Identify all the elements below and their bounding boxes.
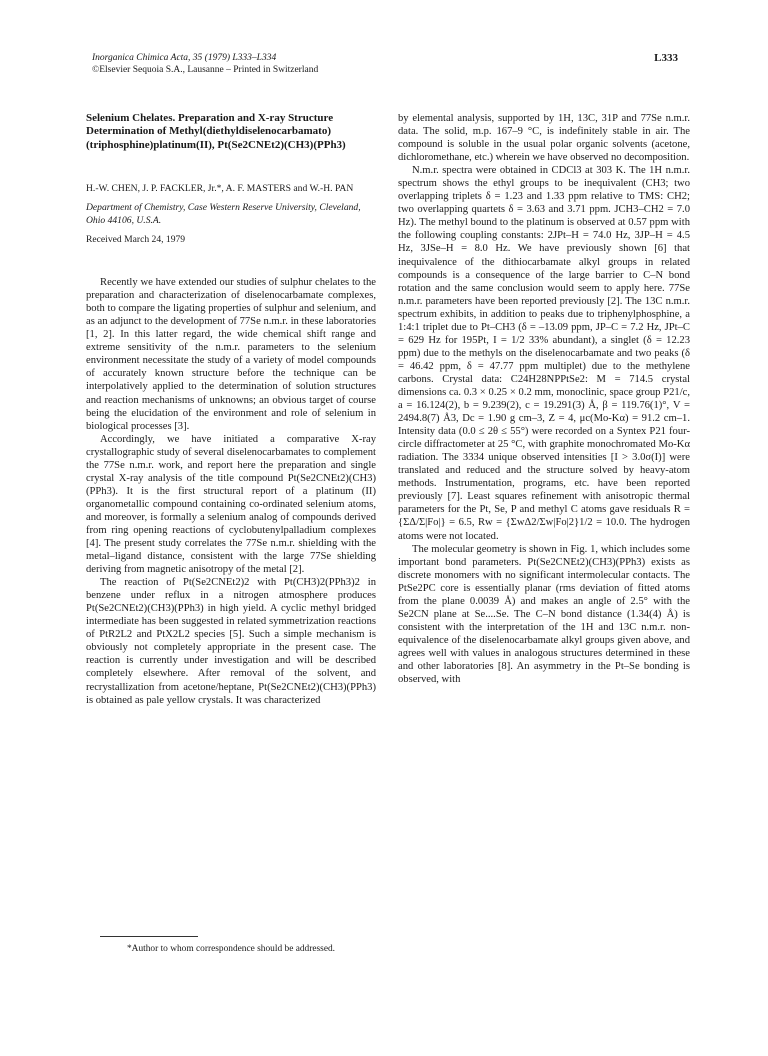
paragraph: The reaction of Pt(Se2CNEt2)2 with Pt(CH3)2(PPh3)2 in benzene under reflux in a nitrogen atmosphere produces Pt(Se2CNEt2)(CH3)(PPh3) in high yield. A cyclic methyl bridged intermediate has been suggested in related symmetrization reactions of PtR2L2 and PtX2L2 species [5]. Such a simple mechanism is obviously not completely appropriate in the present case. The reaction is currently under investigation and will be described completely elsewhere. After removal of the solvent, and recrystallization from acetone/heptane, Pt(Se2CNEt2)(CH3)(PPh3) is obtained as pale yellow crystals. It was characterized [86,577,376,706]
left-column [86,112,376,707]
paragraph: N.m.r. spectra were obtained in CDCl3 at 303 K. The 1H n.m.r. spectrum shows the ethyl groups to be inequivalent (CH3; two overlapping triplets δ = 1.23 and 1.33 ppm relative to TMS: CH2; two overlapping quartets δ = 3.63 and 3.71 ppm. JCH3–CH2 = 7.0 Hz). The methyl bound to the platinum is observed at 0.57 ppm with the following coupling constants: 2JPt–H = 74.0 Hz, 3JP–H = 4.5 Hz, 3JSe–H = 8.0 Hz. We have previously shown [6] that inequivalence of the dithiocarbamate alkyl groups in related compounds is a consequence of the large barrier to C–N bond rotation and the same conclusion would seem to apply here. 77Se n.m.r. parameters have been reported previously [2]. The 13C n.m.r. spectrum exhibits, in addition to peaks due to triphenylphosphine, a 1:4:1 triplet due to Pt–CH3 (δ = –13.09 ppm, JP–C = 7.2 Hz, JPt–C = 629 Hz for 195Pt, I = 1/2 33% abundant), a singlet (δ = 12.23 ppm) due to the methyls on the diselenocarbamate and two peaks (δ = 46.42 ppm, δ = 47.77 ppm multiplet) due to the methylene carbons. Crystal data: C24H28NPPtSe2: M = 714.5 crystal dimensions ca. 0.3 × 0.25 × 0.2 mm, monoclinic, space group P21/c, a = 16.124(2), b = 9.239(2), c = 19.291(3) Å, β = 119.76(1)°, V = 2494.8(7) Å3, Dc = 1.90 g cm–3, Z = 4, μc(Mo-Kα) = 91.2 cm–1. Intensity data (0.0 ≤ 2θ ≤ 55°) were recorded on a Syntex P21 four-circle diffractometer at 25 °C, with graphite monochromated Mo-Kα radiation. The 3334 unique observed intensities [I > 3.0σ(I)] were translated and reduced and the structure solved by heavy-atom methods. Instrumentation, programs, etc. have been reported previously [7]. Least squares refinement with anisotropic thermal parameters for the Pt, Se, P and methyl C atoms gave residuals R = {ΣΔ/Σ|Fo|} = 6.5, Rw = {ΣwΔ2/Σw|Fo|2}1/2 = 10.0. The hydrogen atoms were not located. [398,165,690,542]
running-header [92,52,318,76]
paragraph: Recently we have extended our studies of sulphur chelates to the preparation and characterization of diselenocarbamate complexes, both to compare the ligating properties of sulphur and selenium, and as an adjunct to the development of 77Se n.m.r. in these laboratories [1, 2]. In this latter regard, the wide chemical shift range and extreme sensitivity of the n.m.r. parameters to the selenium environment necessitate the study of a variety of model compounds of accurately known structure before the technique can be interpolatively applied to the determination of solution structures and reaction mechanisms of unknowns; an obvious target of course being the elucidation of the environment and role of selenium in biological processes [3]. [86,277,376,432]
received-date: Received March 24, 1979 [86,234,186,246]
paragraph: The molecular geometry is shown in Fig. 1, which includes some important bond parameters. Pt(Se2CNEt2)(CH3)(PPh3) exists as discrete monomers with no significant intermolecular contacts. The PtSe2PC core is essentially planar (rms deviation of fitted atoms from the plane 0.0039 Å) and makes an angle of 2.5° with the Se2CN plane at Se....Se. The C–N bond distance (1.34(4) Å) is consistent with the interpretation of the 1H and 13C n.m.r. non-equivalence of the diselenocarbamate alkyl groups given above, and agrees well with values in analogous structures determined in these and other laboratories [8]. An asymmetry in the Pt–Se bonding is observed, with [398,543,690,686]
page-number: L333 [654,52,678,64]
footnote-rule [100,936,198,937]
publisher-line: ©Elsevier Sequoia S.A., Lausanne – Printed in Switzerland [92,65,319,75]
journal-citation: Inorganica Chimica Acta, 35 (1979) L333–L334 [92,53,277,63]
author-list: H.-W. CHEN, J. P. FACKLER, Jr.*, A. F. MASTERS and W.-H. PAN [86,182,354,194]
paragraph: by elemental analysis, supported by 1H, 13C, 31P and 77Se n.m.r. data. The solid, m.p. 167–9 °C, is indefinitely stable in air. The compound is soluble in the usual polar organic solvents (acetone, dichloromethane, etc.) wherein we have observed no decomposition. [398,113,690,164]
paragraph: Accordingly, we have initiated a comparative X-ray crystallographic study of several diselenocarbamates to complement the 77Se n.m.r. work, and report here the preparation and single crystal X-ray analysis of the title compound Pt(Se2CNEt2)(CH3)(PPh3). It is the first structural report of a platinum (II) organometallic compound containing co-ordinated selenium atoms, and moreover, is formally a selenium analog of compounds derived from ring opening reactions of cyclobutenylpalladium complexes [4]. The present study correlates the 77Se n.m.r. shielding with the metal–ligand distance, consistent with the large 77Se shielding deriving from magnetic anisotropy of the metal [2]. [86,433,376,576]
footnote: *Author to whom correspondence should be addressed. [126,944,336,954]
left-body [86,276,376,707]
article-title: Selenium Chelates. Preparation and X-ray Structure Determination of Methyl(diethyldiselenocarbamato)(triphosphine)platinum(II), Pt(Se2CNEt2)(CH3)(PPh3) [86,112,346,151]
affiliation: Department of Chemistry, Case Western Reserve University, Cleveland, Ohio 44106, U.S.A. [86,201,361,226]
right-column [398,112,690,686]
